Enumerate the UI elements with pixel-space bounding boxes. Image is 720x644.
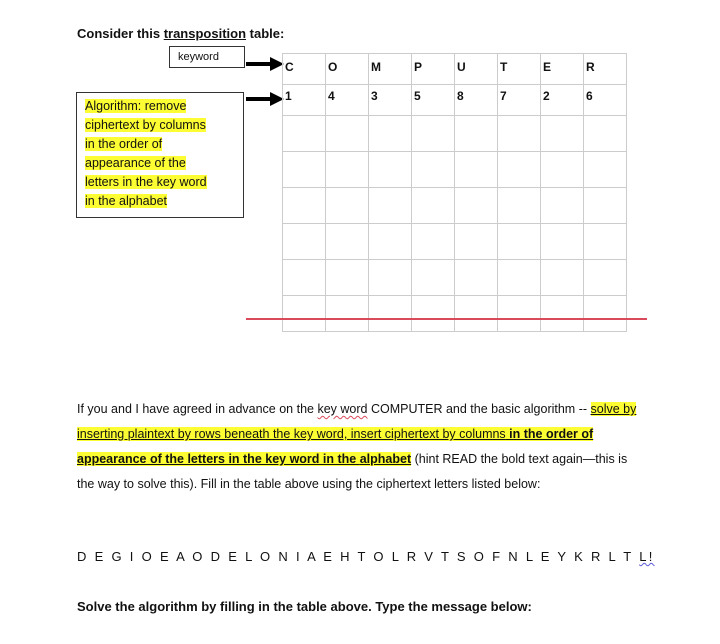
blank-cell[interactable] <box>498 260 541 296</box>
blank-cell[interactable] <box>541 224 584 260</box>
arrow-right-icon <box>246 92 284 106</box>
order-number-cell: 1 <box>283 85 326 116</box>
page-heading <box>77 26 284 41</box>
keyword-letter-cell: T <box>498 54 541 85</box>
blank-cell[interactable] <box>412 188 455 224</box>
algorithm-note-line: ciphertext by columns <box>85 118 206 132</box>
keyword-letter-cell: P <box>412 54 455 85</box>
order-number-cell: 5 <box>412 85 455 116</box>
algorithm-note-line: appearance of the <box>85 156 186 170</box>
blank-cell[interactable] <box>498 188 541 224</box>
blank-cell[interactable] <box>584 188 627 224</box>
keyword-letter-cell: U <box>455 54 498 85</box>
order-number-cell: 8 <box>455 85 498 116</box>
blank-cell[interactable] <box>283 260 326 296</box>
algorithm-note-line: in the alphabet <box>85 194 168 208</box>
blank-cell[interactable] <box>541 296 584 332</box>
ciphertext-tail: L! <box>639 549 655 564</box>
blank-cell[interactable] <box>455 116 498 152</box>
blank-cell[interactable] <box>369 296 412 332</box>
blank-cell[interactable] <box>455 260 498 296</box>
order-number-cell: 4 <box>326 85 369 116</box>
solve-instruction: Solve the algorithm by filling in the table above. Type the message below: <box>77 599 532 614</box>
blank-cell[interactable] <box>326 296 369 332</box>
blank-cell[interactable] <box>369 188 412 224</box>
blank-cell[interactable] <box>584 224 627 260</box>
heading-underlined-word: transposition <box>163 26 247 41</box>
blank-cell[interactable] <box>498 116 541 152</box>
keyword-letter-cell: E <box>541 54 584 85</box>
keyword-term: key word <box>317 402 368 416</box>
algorithm-note-line: Algorithm: remove <box>85 99 187 113</box>
keyword-label: keyword <box>178 51 219 63</box>
algorithm-note-lines <box>85 97 237 211</box>
blank-cell[interactable] <box>369 224 412 260</box>
blank-cell[interactable] <box>283 224 326 260</box>
highlighted-bold-instruction: in the order of appearance of the letters in the key word in the <box>77 427 594 466</box>
keyword-label-box <box>169 46 245 68</box>
blank-cell[interactable] <box>326 188 369 224</box>
blank-cell[interactable] <box>283 188 326 224</box>
algorithm-note-line: letters in the key word <box>85 175 207 189</box>
highlighted-instruction: solve by inserting plaintext by rows beneath the key word, insert ciphertext by columns <box>77 402 637 441</box>
keyword-letter-cell: R <box>584 54 627 85</box>
blank-cell[interactable] <box>455 224 498 260</box>
arrow-right-icon <box>246 57 284 71</box>
keyword-letter-cell: O <box>326 54 369 85</box>
blank-cell[interactable] <box>412 224 455 260</box>
blank-cell[interactable] <box>455 296 498 332</box>
blank-cell[interactable] <box>541 152 584 188</box>
blank-cell[interactable] <box>326 260 369 296</box>
order-number-cell: 2 <box>541 85 584 116</box>
blank-cell[interactable] <box>369 116 412 152</box>
blank-cell[interactable] <box>584 296 627 332</box>
blank-cell[interactable] <box>584 260 627 296</box>
blank-cell[interactable] <box>412 152 455 188</box>
blank-cell[interactable] <box>584 152 627 188</box>
blank-cell[interactable] <box>326 224 369 260</box>
blank-cell[interactable] <box>326 116 369 152</box>
order-number-cell: 7 <box>498 85 541 116</box>
ciphertext-main: D E G I O E A O D E L O N I A E H T O L R V T S O F N L E Y K R L T <box>77 549 640 564</box>
algorithm-note-box <box>76 92 244 218</box>
keyword-row <box>283 54 627 85</box>
blank-cell[interactable] <box>498 224 541 260</box>
blank-cell[interactable] <box>283 152 326 188</box>
keyword-letter-cell: M <box>369 54 412 85</box>
keyword-letter-cell: C <box>283 54 326 85</box>
highlighted-bold-word: alphabet <box>359 452 412 466</box>
blank-cell[interactable] <box>283 116 326 152</box>
order-number-row <box>283 85 627 116</box>
blank-cell[interactable] <box>498 152 541 188</box>
instructions-paragraph: If you and I have agreed in advance on the key word COMPUTER and the basic algorithm -- solve by inserting plaintext by rows beneath the key word, insert ciphertext by columns in the order of appearance of the letters in the key word in the alphabet (hint READ the bold text again—this is the way to solve this). Fill in the table above using the ciphertext letters listed below: <box>77 402 637 491</box>
order-number-cell: 3 <box>369 85 412 116</box>
heading-text: Consider this <box>77 26 164 41</box>
blank-cell[interactable] <box>541 260 584 296</box>
heading-text-end: table: <box>246 26 285 41</box>
blank-cell[interactable] <box>369 260 412 296</box>
blank-cell[interactable] <box>541 116 584 152</box>
blank-cell[interactable] <box>584 116 627 152</box>
blank-row <box>283 260 627 296</box>
blank-cell[interactable] <box>541 188 584 224</box>
blank-row <box>283 116 627 152</box>
ciphertext-letters <box>77 549 655 564</box>
blank-cell[interactable] <box>412 296 455 332</box>
blank-cell[interactable] <box>326 152 369 188</box>
blank-cell[interactable] <box>498 296 541 332</box>
transposition-table <box>282 53 627 332</box>
blank-row <box>283 188 627 224</box>
blank-cell[interactable] <box>283 296 326 332</box>
blank-row <box>283 296 627 332</box>
blank-row <box>283 152 627 188</box>
red-divider-line <box>246 318 647 320</box>
blank-cell[interactable] <box>455 188 498 224</box>
blank-cell[interactable] <box>369 152 412 188</box>
blank-cell[interactable] <box>455 152 498 188</box>
blank-row <box>283 224 627 260</box>
order-number-cell: 6 <box>584 85 627 116</box>
blank-cell[interactable] <box>412 260 455 296</box>
blank-cell[interactable] <box>412 116 455 152</box>
algorithm-note-line: in the order of <box>85 137 163 151</box>
